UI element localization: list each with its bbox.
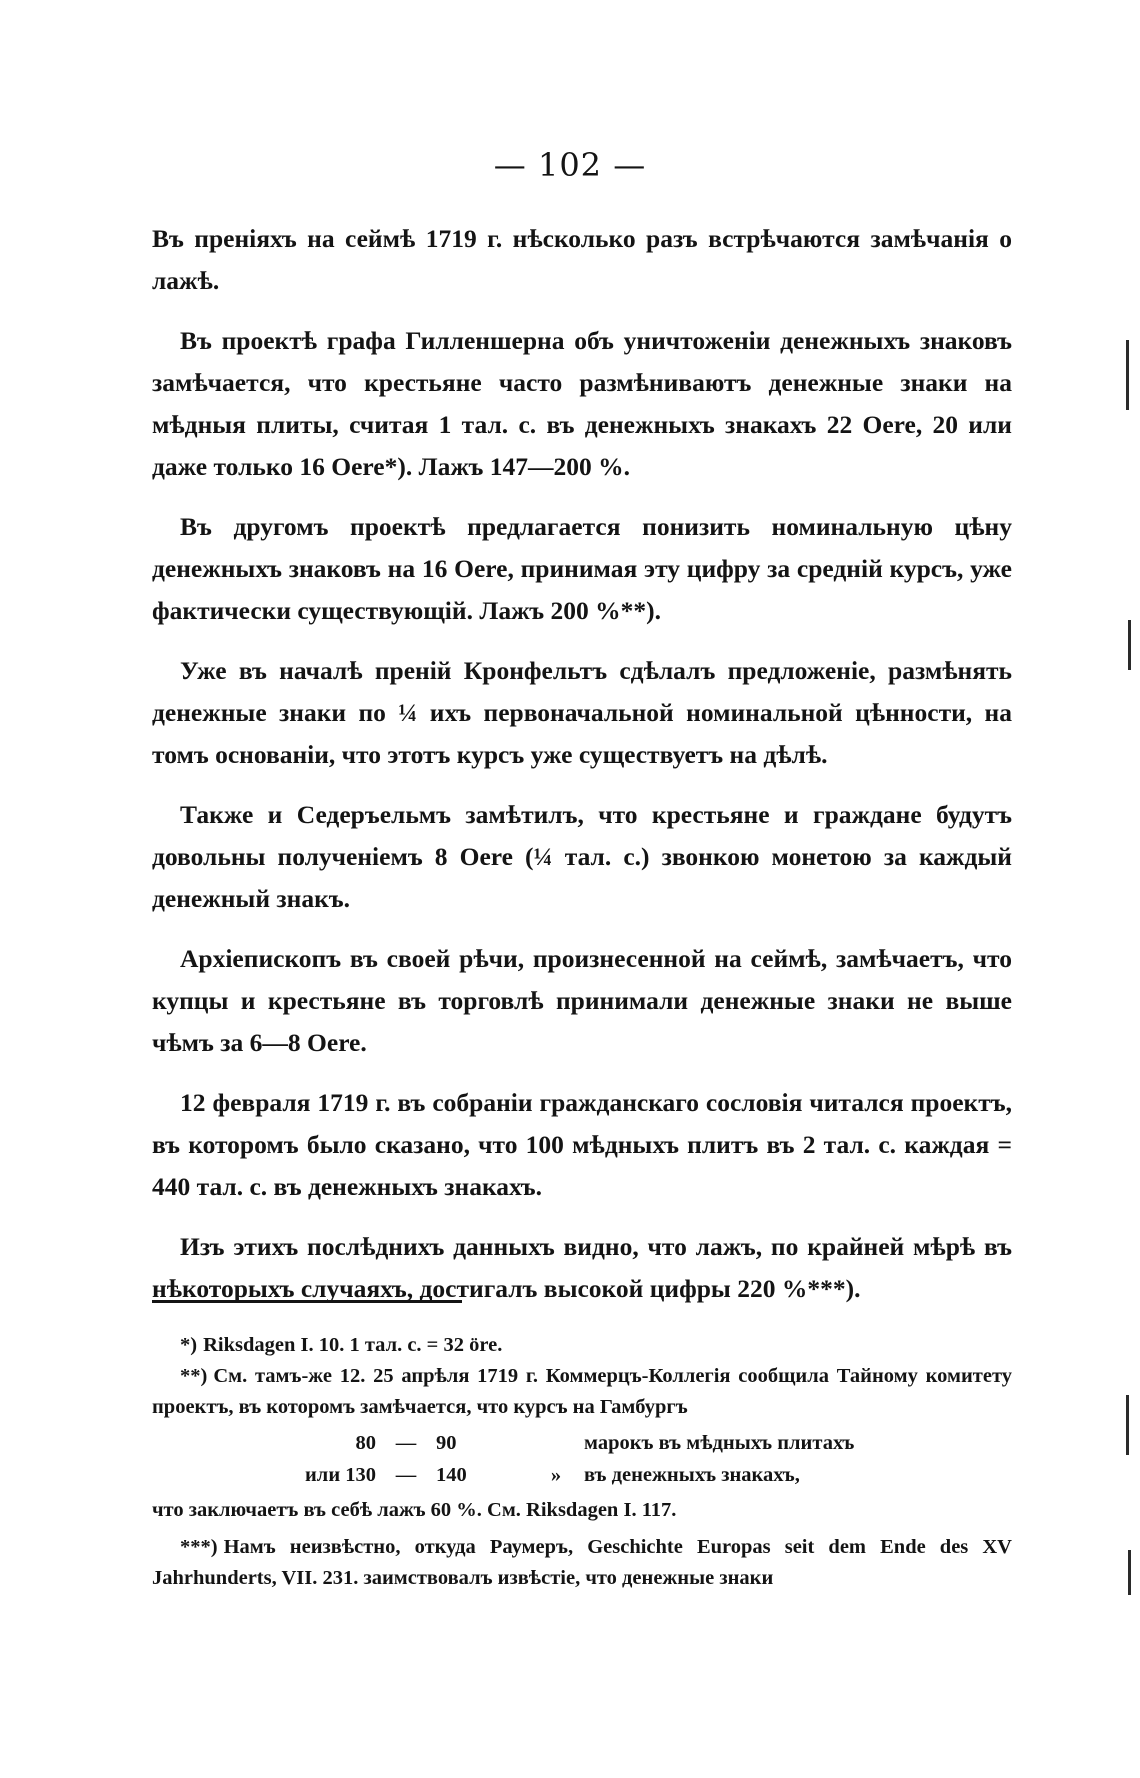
footnote-2-row-2	[152, 1459, 1012, 1491]
scan-edge-mark	[1128, 620, 1131, 670]
footnote-2-row-1	[152, 1427, 1012, 1459]
paragraph-6: Архіепископъ въ своей рѣчи, произнесенной на сеймѣ, замѣчаетъ, что купцы и крестьяне въ торговлѣ принимали денежные знаки не выше чѣмъ за 6—8 Oere.	[152, 944, 1012, 1057]
footnote-1-mark: *)	[180, 1334, 198, 1356]
paragraph-8: Изъ этихъ послѣднихъ данныхъ видно, что лажъ, по крайней мѣрѣ въ нѣкоторыхъ случаяхъ, достигалъ высокой цифры 220 %***).	[152, 1232, 1012, 1303]
footnote-2-text: См. тамъ-же 12. 25 апрѣля 1719 г. Коммерцъ-Коллегія сообщила Тайному комитету проектъ, въ которомъ замѣчается, что курсъ на Гамбургъ	[152, 1365, 1012, 1418]
footnote-1	[152, 1330, 1012, 1361]
row-1-desc: марокъ въ мѣдныхъ плитахъ	[584, 1432, 855, 1454]
footnote-3-text: Намъ неизвѣстно, откуда Раумеръ, Geschichte Europas seit dem Ende des XV Jahrhunderts, VII. 231. заимствовалъ извѣстіе, что денежные знаки	[152, 1536, 1012, 1589]
footnote-2-table	[152, 1427, 1012, 1491]
footnotes	[152, 1330, 1012, 1594]
row-1-to: 90	[436, 1432, 457, 1454]
footnote-divider	[152, 1300, 462, 1303]
footnote-3	[152, 1532, 1012, 1594]
scan-edge-mark	[1126, 1395, 1129, 1455]
page-number: — 102 —	[493, 146, 647, 184]
main-text	[152, 218, 1012, 1328]
footnote-2-mark: **)	[180, 1365, 208, 1387]
footnote-1-text: Riksdagen I. 10. 1 тал. с. = 32 öre.	[203, 1334, 503, 1356]
row-2-dash: —	[395, 1464, 417, 1486]
paragraph-4: Уже въ началѣ преній Кронфельтъ сдѣлалъ предложеніе, размѣнять денежные знаки по ¼ ихъ первоначальной номинальной цѣнности, на томъ основаніи, что этотъ курсъ уже существуетъ на дѣлѣ.	[152, 656, 1012, 769]
row-2-to: 140	[436, 1464, 467, 1486]
footnote-2	[152, 1361, 1012, 1423]
row-2-desc: въ денежныхъ знакахъ,	[584, 1464, 800, 1486]
row-1-dash: —	[395, 1432, 417, 1454]
row-2-from: или 130	[305, 1464, 376, 1486]
paragraph-5: Также и Седеръельмъ замѣтилъ, что крестьяне и граждане будутъ довольны полученіемъ 8 Oere (¼ тал. с.) звонкою монетою за каждый денежный знакъ.	[152, 800, 1012, 913]
paragraph-7: 12 февраля 1719 г. въ собраніи гражданскаго сословія читался проектъ, въ которомъ было сказано, что 100 мѣдныхъ плитъ въ 2 тал. с. каждая = 440 тал. с. въ денежныхъ знакахъ.	[152, 1088, 1012, 1201]
paragraph-3: Въ другомъ проектѣ предлагается понизить номинальную цѣну денежныхъ знаковъ на 16 Oere, принимая эту цифру за среднiй курсъ, уже фактически существующiй. Лажъ 200 %**).	[152, 512, 1012, 625]
scan-edge-mark	[1126, 340, 1129, 410]
scan-edge-mark	[1128, 1550, 1131, 1595]
footnote-2-continuation: что заключаетъ въ себѣ лажъ 60 %. См. Riksdagen I. 117.	[152, 1499, 677, 1521]
row-2-ditto: »	[550, 1464, 562, 1486]
paragraph-2: Въ проектѣ графа Гилленшерна объ уничтоженіи денежныхъ знаковъ замѣчается, что крестьяне часто размѣниваютъ денежные знаки на мѣдныя плиты, считая 1 тал. с. въ денежныхъ знакахъ 22 Oere, 20 или даже только 16 Oere*). Лажъ 147—200 %.	[152, 326, 1012, 481]
footnote-3-mark: ***)	[180, 1536, 218, 1558]
row-1-ditto	[528, 1427, 584, 1459]
row-1-from: 80	[355, 1432, 376, 1454]
paragraph-1: Въ преніяхъ на сеймѣ 1719 г. нѣсколько разъ встрѣчаются замѣчанія о лажѣ.	[152, 224, 1012, 295]
